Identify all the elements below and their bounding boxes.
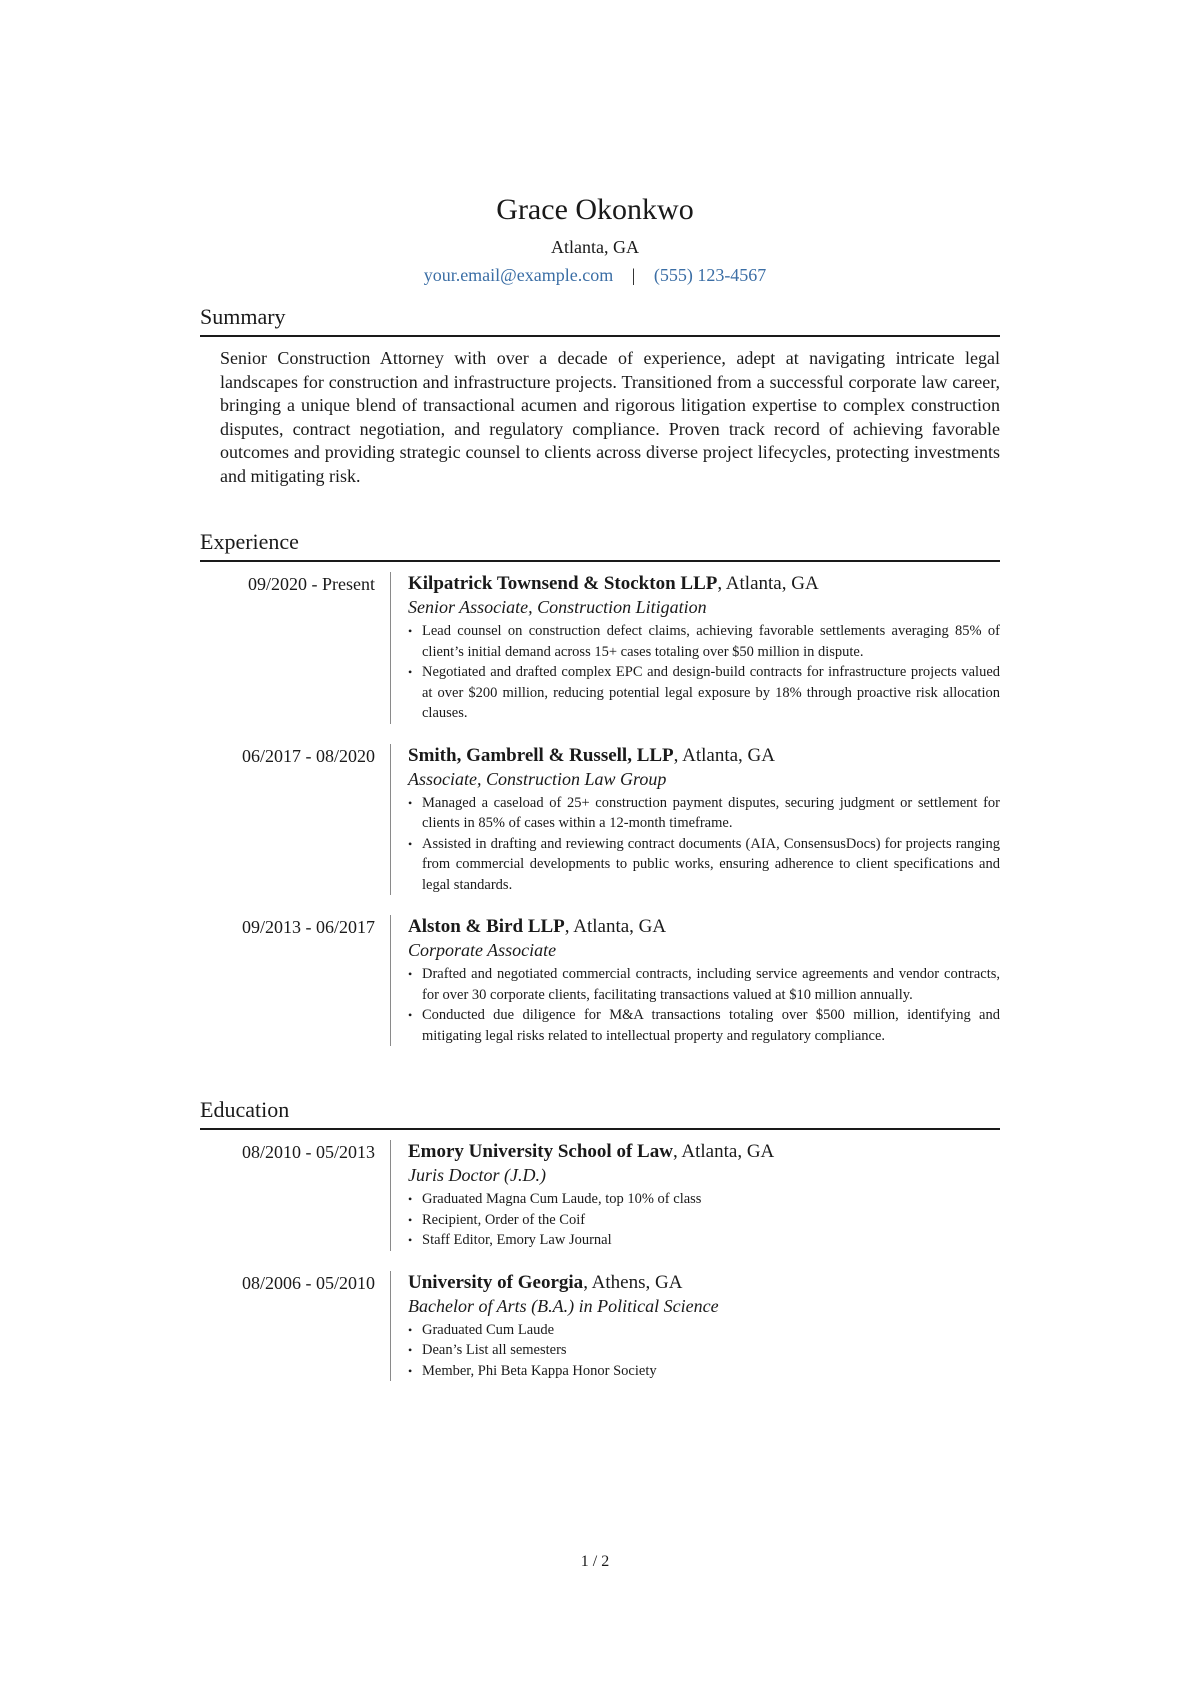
experience-entry <box>200 915 1000 1046</box>
bullet-item <box>408 1230 1000 1251</box>
bullet-item <box>408 964 1000 1005</box>
entry-body <box>390 744 1000 896</box>
section-title-summary: Summary <box>200 303 1000 337</box>
experience-entry <box>200 572 1000 724</box>
entry-organization: Emory University School of Law <box>408 1141 673 1162</box>
entry-organization: Smith, Gambrell & Russell, LLP <box>408 744 674 766</box>
bullet-text: Staff Editor, Emory Law Journal <box>422 1232 612 1248</box>
entry-location: , Atlanta, GA <box>673 744 775 766</box>
bullet-text: Graduated Cum Laude <box>422 1321 555 1338</box>
entry-organization: University of Georgia <box>408 1271 584 1293</box>
entry-dates: 09/2020 - Present <box>248 574 375 594</box>
entry-dates: 08/2010 - 05/2013 <box>242 1142 375 1162</box>
bullet-item <box>408 621 1000 662</box>
entry-organization: Alston & Bird LLP <box>408 916 565 937</box>
bullet-dot-icon: • <box>408 1008 413 1022</box>
bullet-dot-icon: • <box>408 1363 413 1378</box>
bullet-text: Drafted and negotiated commercial contracts, including service agreements and vendor contracts, for over 30 corporate clients, facilitating transactions valued at $10 million annually. <box>422 966 1000 1003</box>
entry-dates: 06/2017 - 08/2020 <box>242 745 375 766</box>
bullet-text: Member, Phi Beta Kappa Honor Society <box>422 1362 657 1379</box>
entry-org-line <box>408 915 1000 939</box>
bullet-dot-icon: • <box>408 1343 413 1357</box>
contact-line <box>0 262 1190 288</box>
entry-body <box>390 1271 1000 1382</box>
education-entry <box>200 1271 1000 1382</box>
bullet-text: Assisted in drafting and reviewing contract documents (AIA, ConsensusDocs) for projects ranging from commercial developments to public works, ensuring adherence to client specifications and legal standards. <box>422 835 1000 893</box>
entry-location: , Atlanta, GA <box>717 573 819 594</box>
bullet-dot-icon: • <box>408 1212 413 1227</box>
entry-org-line <box>408 1140 1000 1164</box>
section-title-experience: Experience <box>200 528 1000 562</box>
bullet-item <box>408 1210 1000 1231</box>
bullet-item <box>408 1320 1000 1341</box>
bullet-dot-icon: • <box>408 967 413 981</box>
bullet-item <box>408 662 1000 724</box>
entry-location: , Athens, GA <box>583 1271 683 1293</box>
bullet-dot-icon: • <box>408 1233 413 1247</box>
entry-dates: 09/2013 - 06/2017 <box>242 917 375 937</box>
bullet-item <box>408 1340 1000 1361</box>
experience-section <box>200 528 1000 1046</box>
entry-org-line <box>408 1271 1000 1295</box>
entry-org-line <box>408 744 1000 768</box>
bullet-item <box>408 1189 1000 1210</box>
bullet-dot-icon: • <box>408 665 413 679</box>
entry-role: Corporate Associate <box>408 940 557 960</box>
section-title-education: Education <box>200 1096 1000 1130</box>
bullet-dot-icon: • <box>408 624 413 638</box>
bullet-text: Negotiated and drafted complex EPC and design-build contracts for infrastructure projects valued at over $200 million, reducing potential legal exposure by 18% through proactive risk allocation clauses. <box>422 664 1000 721</box>
bullet-item <box>408 1361 1000 1382</box>
entry-dates: 08/2006 - 05/2010 <box>242 1272 375 1293</box>
bullet-text: Graduated Magna Cum Laude, top 10% of class <box>422 1191 702 1207</box>
entry-bullet-list <box>408 621 1000 724</box>
candidate-name: Grace Okonkwo <box>496 193 694 226</box>
summary-text: Senior Construction Attorney with over a decade of experience, adept at navigating intricate legal landscapes for construction and infrastructure projects. Transitioned from a successful corporate law career, bringing a unique blend of transactional acumen and rigorous litigation expertise to complex construction disputes, contract negotiation, and regulatory compliance. Proven track record of achieving favorable outcomes and providing strategic counsel to clients across diverse project lifecycles, protecting investments and mitigating risk. <box>220 348 1000 486</box>
entry-bullet-list <box>408 1320 1000 1382</box>
education-section <box>200 1096 1000 1381</box>
bullet-text: Dean’s List all semesters <box>422 1342 567 1358</box>
education-entries <box>200 1140 1000 1381</box>
bullet-text: Conducted due diligence for M&A transactions totaling over $500 million, identifying and mitigating legal risks related to intellectual property and regulatory compliance. <box>422 1007 1000 1044</box>
entry-role: Bachelor of Arts (B.A.) in Political Science <box>408 1295 719 1316</box>
contact-separator: | <box>631 265 636 285</box>
resume-header <box>0 190 1190 288</box>
page-number: 1 / 2 <box>580 1553 610 1570</box>
entry-body <box>390 1140 1000 1251</box>
entry-bullet-list <box>408 793 1000 896</box>
summary-section <box>200 303 1000 488</box>
email-link[interactable]: your.email@example.com <box>423 265 614 285</box>
entry-body <box>390 572 1000 724</box>
entry-body <box>390 915 1000 1046</box>
bullet-item <box>408 793 1000 834</box>
education-entry <box>200 1140 1000 1251</box>
entry-role: Associate, Construction Law Group <box>408 768 667 789</box>
entry-location: , Atlanta, GA <box>564 916 667 937</box>
entry-org-line <box>408 572 1000 596</box>
entry-bullet-list <box>408 1189 1000 1251</box>
bullet-text: Recipient, Order of the Coif <box>422 1211 586 1228</box>
experience-entry <box>200 744 1000 896</box>
bullet-dot-icon: • <box>408 1322 413 1337</box>
experience-entries <box>200 572 1000 1046</box>
bullet-dot-icon: • <box>408 836 413 851</box>
candidate-location: Atlanta, GA <box>551 237 639 257</box>
entry-organization: Kilpatrick Townsend & Stockton LLP <box>408 573 718 594</box>
bullet-text: Managed a caseload of 25+ construction payment disputes, securing judgment or settlement for clients in 85% of cases within a 12-month timeframe. <box>422 794 1000 831</box>
bullet-item <box>408 834 1000 896</box>
bullet-dot-icon: • <box>408 1192 413 1206</box>
bullet-dot-icon: • <box>408 795 413 810</box>
entry-bullet-list <box>408 964 1000 1046</box>
phone-link[interactable]: (555) 123-4567 <box>653 265 767 285</box>
bullet-text: Lead counsel on construction defect claims, achieving favorable settlements averaging 85% of client’s initial demand across 15+ cases totaling over $50 million in dispute. <box>422 623 1000 660</box>
entry-role: Senior Associate, Construction Litigation <box>408 597 707 617</box>
bullet-item <box>408 1005 1000 1046</box>
entry-location: , Atlanta, GA <box>672 1141 775 1162</box>
entry-role: Juris Doctor (J.D.) <box>408 1165 546 1185</box>
